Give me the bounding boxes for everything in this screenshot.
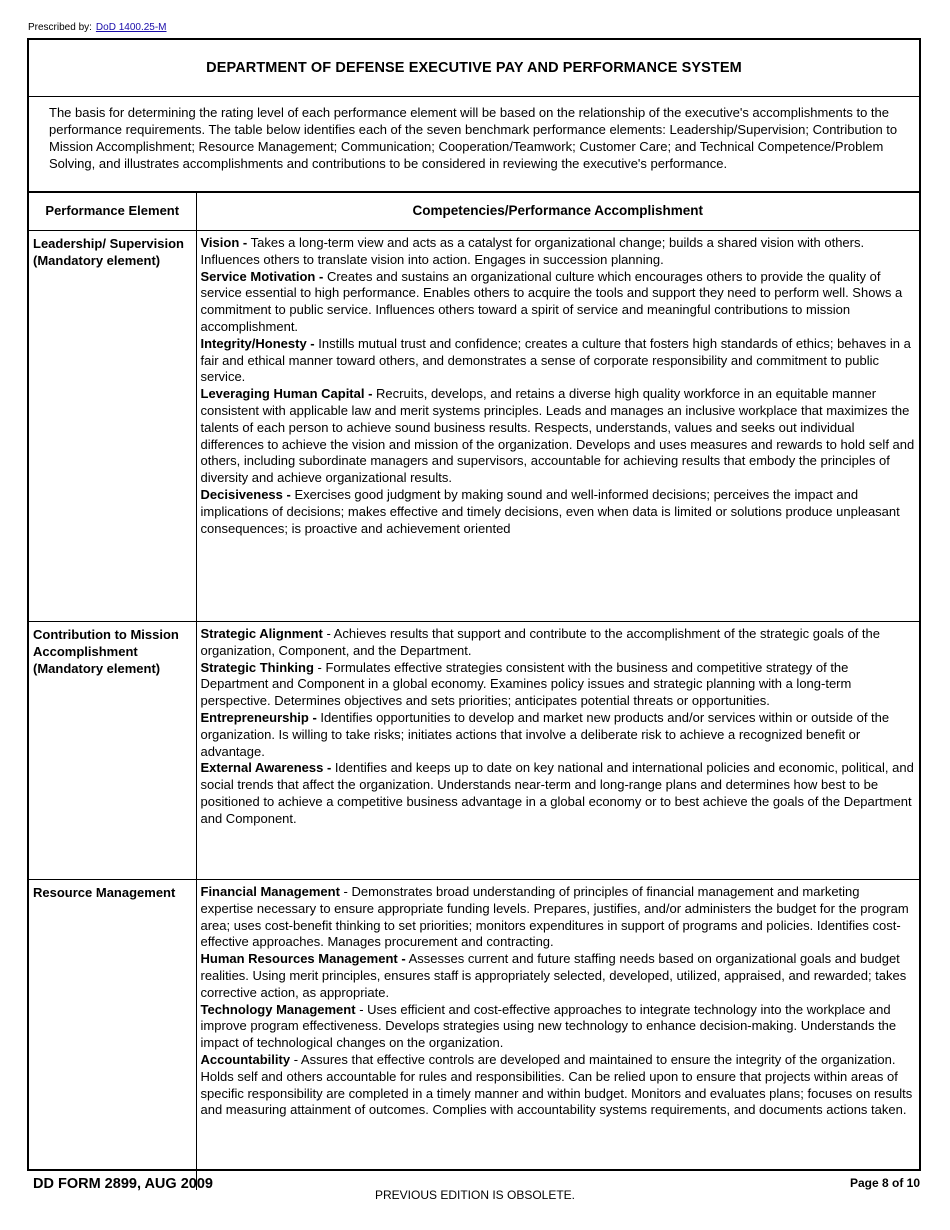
competency-title: Accountability (200, 1051, 291, 1067)
competency-text: Recruits, develops, and retains a diverse high quality workforce in an equitable manner consistent with applicable law and merit systems principles. Leads and manages an inclusive workplace that maximizes the talents of each person to achieve sound business results. Respects, understands, values and seeks out individual differences to achieve the vision and mission of the organization. Develops and uses measures and rewards to hold self and others, including subordinate managers and supervisors, accountable for achieving results that embody the principles of diversity and achieve organizational results. (200, 386, 915, 486)
performance-table (29, 192, 919, 1190)
column-header-element: Performance Element (29, 193, 196, 231)
competency (201, 626, 916, 660)
competency (201, 269, 916, 336)
competency (201, 660, 916, 710)
page-number: Page 8 of 10 (849, 1176, 920, 1190)
intro-paragraph: The basis for determining the rating level of each performance element will be based on the relationship of the executive's accomplishments to the performance requirements. The table below identifies each of the seven benchmark performance elements: Leadership/Supervision; Contribution to Mission Accomplishment; Resource Management; Communication; Cooperation/Teamwork; Customer Care; and Technical Competence/Problem Solving, and illustrates accomplishments and contributions to be considered in reviewing the executive's performance. (29, 97, 919, 192)
form-frame (27, 38, 921, 1171)
competency-text: - Uses efficient and cost-effective approaches to integrate technology into the workplace and improve program effectiveness. Develops strategies using new technology to enhance decision-making. Understands the impact of technological changes on the organization. (200, 1001, 897, 1051)
competency-title: Human Resources Management - (200, 951, 406, 967)
competency-text: - Formulates effective strategies consistent with the business and competitive strategy of the Department and Component in a global economy. Examines policy issues and strategic planning with a long-term perspective. Determines objectives and sets priorities; anticipates potential threats or opportunities. (200, 659, 852, 709)
competency-title: Financial Management (200, 884, 340, 899)
edition-note: PREVIOUS EDITION IS OBSOLETE. (374, 1188, 576, 1202)
competency-title: Entrepreneurship - (200, 709, 317, 725)
competency-title: Technology Management (200, 1001, 356, 1017)
competency-title: Leveraging Human Capital - (200, 386, 373, 402)
competency (201, 760, 916, 827)
competency (201, 386, 916, 487)
competency-text: - Demonstrates broad understanding of principles of financial management and marketing expertise necessary to ensure appropriate funding levels. Prepares, justifies, and/or administers the budget for the program area; uses cost-benefit thinking to set priorities; monitors expenditures in support of programs and policies. Identifies cost-effective approaches. Manages procurement and contracting. (200, 884, 909, 950)
competency-text: Creates and sustains an organizational culture which encourages others to provide the quality of service essential to high performance. Enables others to acquire the tools and support they need to perform well. Shows a commitment to public service. Influences others toward a spirit of service and meaningful contributions to mission accomplishment. (200, 268, 903, 334)
competencies-cell (196, 880, 919, 1191)
competency-text: - Assures that effective controls are developed and maintained to ensure the integrity of the organization. Holds self and others accountable for rules and responsibilities. Can be relied upon to ensure that projects within areas of specific responsibility are completed in a timely manner and within budget. Monitors and evaluates plans; focuses on results and measuring attainment of outcomes. Complies with accountability systems requirements, and documents actions taken. (200, 1051, 913, 1118)
competency-text: Assesses current and future staffing needs based on organizational goals and budget realities. Using merit principles, ensures staff is appropriately selected, developed, utilized, appraised, and rewarded; takes corrective action, as appropriate. (200, 951, 907, 1000)
competency-title: Strategic Thinking (200, 659, 314, 675)
competency (201, 1052, 916, 1119)
competency-text: Exercises good judgment by making sound and well-informed decisions; perceives the impact and implications of decisions; makes effective and timely decisions, even when data is limited or solutions produce unpleasant consequences; is proactive and achievement oriented (200, 486, 900, 536)
performance-element: Resource Management (29, 880, 196, 1191)
competency-title: External Awareness - (200, 760, 332, 776)
competency-text: Takes a long-term view and acts as a catalyst for organizational change; builds a shared vision with others. Influences others to translate vision into action. Engages in succession planning. (200, 235, 865, 267)
competency-text: Identifies opportunities to develop and market new products and/or services within or outside of the organization. Is willing to take risks; initiates actions that involve a deliberate risk to achieve a recognized benefit or advantage. (200, 709, 890, 759)
performance-element: Leadership/ Supervision (Mandatory element) (29, 231, 196, 622)
competency-title: Integrity/Honesty - (200, 335, 315, 351)
table-row (29, 231, 919, 622)
competencies-cell (196, 622, 919, 880)
table-row (29, 880, 919, 1191)
table-row (29, 622, 919, 880)
form-title: DEPARTMENT OF DEFENSE EXECUTIVE PAY AND PERFORMANCE SYSTEM (29, 40, 919, 97)
competency (201, 1002, 916, 1052)
table-header-row (29, 193, 919, 231)
competency (201, 235, 916, 269)
competency (201, 710, 916, 760)
competency-text: Identifies and keeps up to date on key national and international policies and economic, political, and social trends that affect the organization. Understands near-term and long-range plans and determines how best to be positioned to achieve a competitive business advantage in a global economy or to best achieve the goals of the Department and Component. (200, 760, 914, 826)
competency-title: Decisiveness - (200, 486, 291, 502)
form-id: DD FORM 2899, AUG 2009 (33, 1176, 213, 1192)
performance-element: Contribution to Mission Accomplishment (Mandatory element) (29, 622, 196, 880)
competency-text: Instills mutual trust and confidence; creates a culture that fosters high standards of ethics; behaves in a fair and ethical manner toward others, and demonstrates a sense of corporate responsibility and commitment to public service. (200, 335, 911, 385)
competency-title: Strategic Alignment (200, 626, 323, 641)
prescribed-link[interactable]: DoD 1400.25-M (95, 22, 167, 33)
prescribed-by (28, 22, 167, 33)
competency-text: - Achieves results that support and contribute to the accomplishment of the strategic goals of the organization, Component, and the Department. (200, 626, 880, 658)
competency (201, 884, 916, 951)
competencies-cell (196, 231, 919, 622)
prescribed-label: Prescribed by: (28, 22, 92, 33)
competency-title: Service Motivation - (200, 268, 324, 284)
column-header-competencies: Competencies/Performance Accomplishment (196, 193, 919, 231)
competency-title: Vision - (200, 235, 248, 250)
competency (201, 336, 916, 386)
competency (201, 487, 916, 537)
competency (201, 951, 916, 1001)
